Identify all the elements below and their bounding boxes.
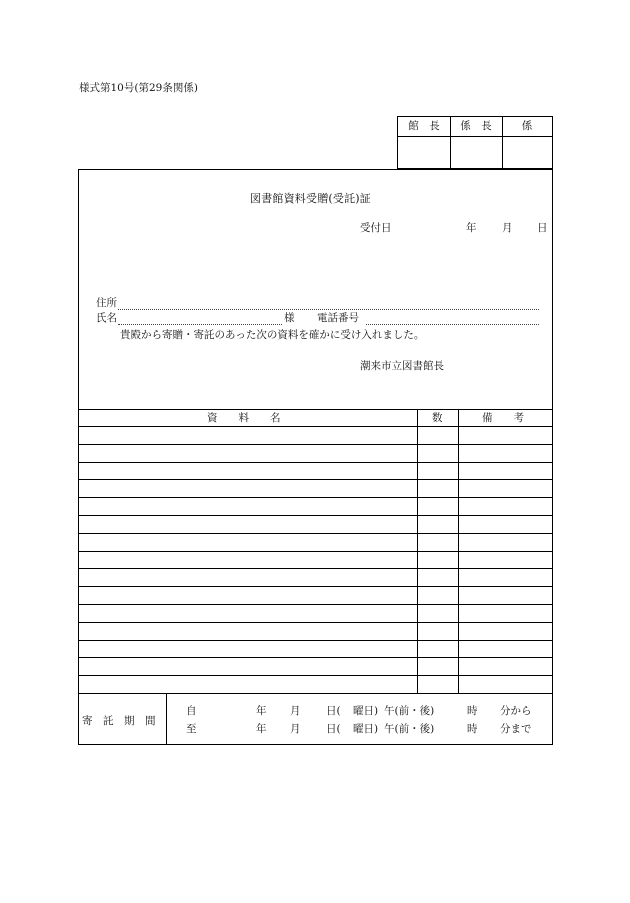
quantity-cell[interactable] [418, 569, 458, 586]
period-divider [166, 693, 167, 745]
receipt-date-label: 受付日 [360, 222, 392, 234]
period-from-month: 月 [290, 705, 301, 717]
item-name-cell[interactable] [80, 463, 417, 479]
quantity-cell[interactable] [418, 427, 458, 444]
quantity-cell[interactable] [418, 605, 458, 622]
period-from-day: 日( [326, 705, 341, 717]
remarks-cell[interactable] [459, 480, 552, 497]
period-to-weekday: 曜日) [353, 723, 379, 735]
stamp-slot-director[interactable] [398, 137, 450, 169]
quantity-cell[interactable] [418, 463, 458, 479]
item-name-cell[interactable] [80, 569, 417, 586]
remarks-cell[interactable] [459, 569, 552, 586]
quantity-cell[interactable] [418, 658, 458, 675]
item-name-cell[interactable] [80, 587, 417, 604]
item-name-cell[interactable] [80, 623, 417, 640]
receipt-year-label: 年 [466, 222, 477, 234]
item-name-cell[interactable] [80, 676, 417, 693]
quantity-cell[interactable] [418, 676, 458, 693]
period-from-hour: 時 [467, 705, 478, 717]
quantity-cell[interactable] [418, 552, 458, 568]
column-header-item-name: 資 料 名 [207, 412, 281, 424]
quantity-cell[interactable] [418, 534, 458, 551]
quantity-cell[interactable] [418, 480, 458, 497]
period-from-weekday: 曜日) [353, 705, 379, 717]
stamp-header-director: 館 長 [398, 117, 450, 137]
item-name-cell[interactable] [80, 641, 417, 657]
table-top-border [79, 409, 552, 410]
stamp-header-staff: 係 [502, 117, 552, 137]
address-label: 住所 [96, 297, 117, 309]
period-to-minute: 分まで [500, 723, 532, 735]
item-name-cell[interactable] [80, 516, 417, 533]
remarks-cell[interactable] [459, 676, 552, 693]
item-name-cell[interactable] [80, 445, 417, 462]
receipt-month-label: 月 [502, 222, 513, 234]
address-field[interactable] [118, 309, 539, 310]
period-from-ampm: 午(前・後) [384, 705, 435, 717]
item-name-cell[interactable] [80, 658, 417, 675]
period-from-prefix: 自 [186, 705, 197, 717]
certificate-title: 図書館資料受贈(受託)証 [250, 192, 371, 205]
honorific-sama: 様 [284, 312, 295, 324]
remarks-cell[interactable] [459, 552, 552, 568]
stamp-slot-chief[interactable] [450, 137, 502, 169]
quantity-cell[interactable] [418, 498, 458, 515]
item-name-cell[interactable] [80, 498, 417, 515]
period-to-month: 月 [290, 723, 301, 735]
remarks-cell[interactable] [459, 641, 552, 657]
quantity-cell[interactable] [418, 587, 458, 604]
period-to-day: 日( [326, 723, 341, 735]
receipt-day-label: 日 [537, 222, 548, 234]
remarks-cell[interactable] [459, 516, 552, 533]
name-label: 氏名 [96, 312, 117, 324]
quantity-cell[interactable] [418, 516, 458, 533]
item-name-cell[interactable] [80, 427, 417, 444]
column-header-quantity: 数 [432, 412, 443, 424]
approval-stamp-boxes [397, 116, 553, 169]
item-name-cell[interactable] [80, 552, 417, 568]
phone-field[interactable] [366, 324, 539, 325]
remarks-cell[interactable] [459, 463, 552, 479]
period-to-hour: 時 [467, 723, 478, 735]
declaration-text: 貴殿から寄贈・寄託のあった次の資料を確かに受け入れました。 [120, 329, 425, 341]
item-name-cell[interactable] [80, 480, 417, 497]
column-header-remarks: 備 考 [482, 412, 524, 424]
quantity-cell[interactable] [418, 641, 458, 657]
remarks-cell[interactable] [459, 658, 552, 675]
period-from-minute: 分から [500, 705, 532, 717]
table-bottom-border [79, 693, 552, 694]
remarks-cell[interactable] [459, 498, 552, 515]
form-reference: 様式第10号(第29条関係) [79, 82, 198, 94]
stamp-header-chief: 係 長 [450, 117, 502, 137]
quantity-cell[interactable] [418, 445, 458, 462]
remarks-cell[interactable] [459, 427, 552, 444]
remarks-cell[interactable] [459, 534, 552, 551]
remarks-cell[interactable] [459, 587, 552, 604]
stamp-slot-staff[interactable] [502, 137, 552, 169]
period-to-ampm: 午(前・後) [384, 723, 435, 735]
consignment-period-label: 寄 託 期 間 [82, 715, 156, 727]
remarks-cell[interactable] [459, 445, 552, 462]
item-name-cell[interactable] [80, 534, 417, 551]
period-from-year: 年 [256, 705, 267, 717]
quantity-cell[interactable] [418, 623, 458, 640]
period-to-year: 年 [256, 723, 267, 735]
item-name-cell[interactable] [80, 605, 417, 622]
period-to-prefix: 至 [186, 723, 197, 735]
name-field[interactable] [118, 324, 282, 325]
remarks-cell[interactable] [459, 605, 552, 622]
issuer-signature: 潮来市立図書館長 [360, 360, 444, 372]
remarks-cell[interactable] [459, 623, 552, 640]
phone-label: 電話番号 [317, 312, 359, 324]
